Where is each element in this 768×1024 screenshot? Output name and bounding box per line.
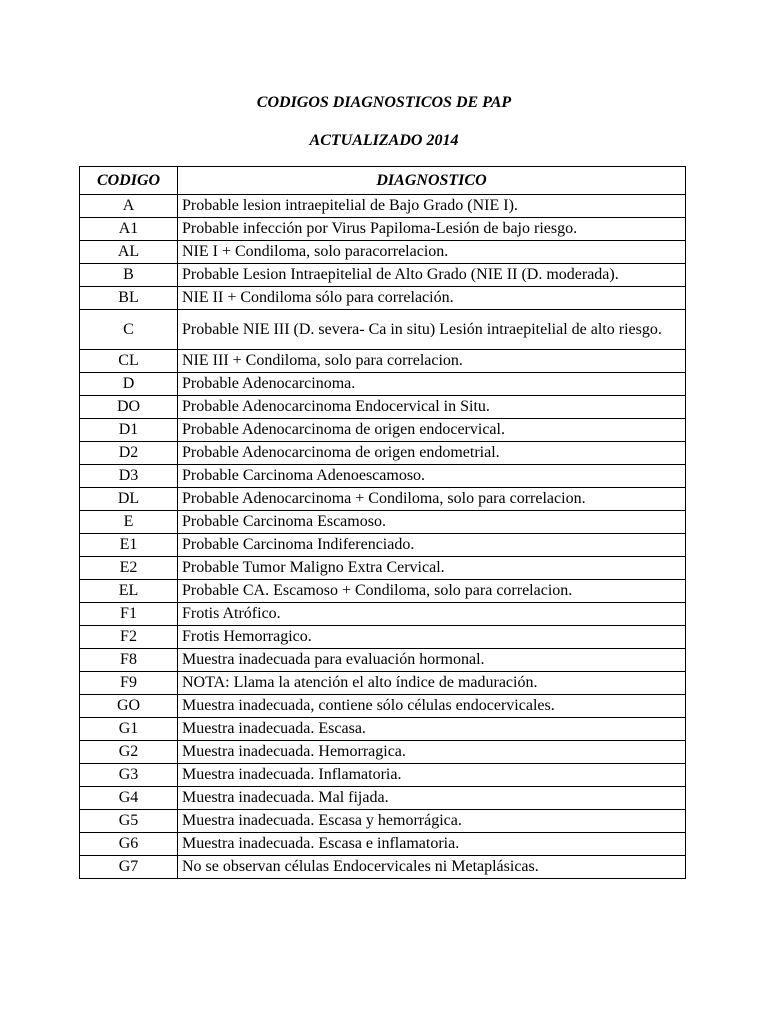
row-code: E2 [80, 557, 178, 580]
table-row [80, 718, 686, 741]
row-diagnosis: Frotis Atrófico. [178, 603, 686, 626]
table-row [80, 442, 686, 465]
row-code: G5 [80, 810, 178, 833]
row-code: CL [80, 350, 178, 373]
table-row [80, 218, 686, 241]
document-title: CODIGOS DIAGNOSTICOS DE PAP [256, 94, 512, 111]
row-code: F2 [80, 626, 178, 649]
row-diagnosis: NOTA: Llama la atención el alto índice de maduración. [178, 672, 686, 695]
table-row [80, 856, 686, 879]
row-code: DO [80, 396, 178, 419]
row-diagnosis: Probable infección por Virus Papiloma-Lesión de bajo riesgo. [178, 218, 686, 241]
row-diagnosis: Probable Adenocarcinoma Endocervical in Situ. [178, 396, 686, 419]
table-row [80, 350, 686, 373]
row-code: D2 [80, 442, 178, 465]
row-diagnosis: Probable Carcinoma Adenoescamoso. [178, 465, 686, 488]
table-row [80, 695, 686, 718]
row-diagnosis: Probable NIE III (D. severa- Ca in situ) Lesión intraepitelial de alto riesgo. [178, 310, 686, 350]
table-row [80, 626, 686, 649]
table-row [80, 534, 686, 557]
table-row [80, 557, 686, 580]
row-diagnosis: Muestra inadecuada, contiene sólo células endocervicales. [178, 695, 686, 718]
table-row [80, 419, 686, 442]
row-diagnosis: Muestra inadecuada para evaluación hormonal. [178, 649, 686, 672]
table-row [80, 195, 686, 218]
table-row [80, 488, 686, 511]
table-row [80, 741, 686, 764]
table-row [80, 264, 686, 287]
table-row [80, 465, 686, 488]
row-diagnosis: Muestra inadecuada. Escasa. [178, 718, 686, 741]
row-diagnosis: Muestra inadecuada. Hemorragica. [178, 741, 686, 764]
diagnostic-codes-table [79, 166, 686, 879]
table-row [80, 833, 686, 856]
row-code: G4 [80, 787, 178, 810]
row-code: G2 [80, 741, 178, 764]
table-row [80, 580, 686, 603]
row-diagnosis: Probable Adenocarcinoma + Condiloma, solo para correlacion. [178, 488, 686, 511]
table-row [80, 649, 686, 672]
row-code: AL [80, 241, 178, 264]
row-code: A [80, 195, 178, 218]
row-diagnosis: NIE I + Condiloma, solo paracorrelacion. [178, 241, 686, 264]
row-diagnosis: No se observan células Endocervicales ni Metaplásicas. [178, 856, 686, 879]
row-code: C [80, 310, 178, 350]
table-row [80, 396, 686, 419]
table-body [80, 195, 686, 879]
row-diagnosis: Muestra inadecuada. Escasa e inflamatoria. [178, 833, 686, 856]
table-header-row [80, 167, 686, 195]
row-code: D1 [80, 419, 178, 442]
table-row [80, 287, 686, 310]
row-code: E1 [80, 534, 178, 557]
row-diagnosis: Probable Adenocarcinoma de origen endometrial. [178, 442, 686, 465]
row-code: B [80, 264, 178, 287]
row-code: E [80, 511, 178, 534]
document-subtitle: ACTUALIZADO 2014 [309, 132, 459, 149]
row-diagnosis: NIE II + Condiloma sólo para correlación. [178, 287, 686, 310]
row-diagnosis: Probable Lesion Intraepitelial de Alto Grado (NIE II (D. moderada). [178, 264, 686, 287]
table-row [80, 310, 686, 350]
row-diagnosis: Probable Tumor Maligno Extra Cervical. [178, 557, 686, 580]
row-diagnosis: Probable Carcinoma Indiferenciado. [178, 534, 686, 557]
table-row [80, 373, 686, 396]
table-row [80, 603, 686, 626]
row-diagnosis: Muestra inadecuada. Inflamatoria. [178, 764, 686, 787]
row-code: F1 [80, 603, 178, 626]
row-code: A1 [80, 218, 178, 241]
row-code: G6 [80, 833, 178, 856]
row-code: EL [80, 580, 178, 603]
header-diagnosis: DIAGNOSTICO [178, 167, 686, 195]
table-row [80, 764, 686, 787]
row-diagnosis: NIE III + Condiloma, solo para correlacion. [178, 350, 686, 373]
row-diagnosis: Probable Adenocarcinoma de origen endocervical. [178, 419, 686, 442]
row-code: G3 [80, 764, 178, 787]
table-row [80, 810, 686, 833]
row-code: BL [80, 287, 178, 310]
row-diagnosis: Probable lesion intraepitelial de Bajo Grado (NIE I). [178, 195, 686, 218]
row-diagnosis: Probable Adenocarcinoma. [178, 373, 686, 396]
row-code: F8 [80, 649, 178, 672]
row-code: D3 [80, 465, 178, 488]
row-code: GO [80, 695, 178, 718]
table-row [80, 787, 686, 810]
header-code: CODIGO [80, 167, 178, 195]
row-code: D [80, 373, 178, 396]
row-diagnosis: Probable Carcinoma Escamoso. [178, 511, 686, 534]
row-code: G7 [80, 856, 178, 879]
row-diagnosis: Muestra inadecuada. Mal fijada. [178, 787, 686, 810]
row-code: DL [80, 488, 178, 511]
row-code: G1 [80, 718, 178, 741]
row-diagnosis: Probable CA. Escamoso + Condiloma, solo para correlacion. [178, 580, 686, 603]
row-code: F9 [80, 672, 178, 695]
row-diagnosis: Muestra inadecuada. Escasa y hemorrágica. [178, 810, 686, 833]
table-row [80, 241, 686, 264]
table-row [80, 672, 686, 695]
table-row [80, 511, 686, 534]
row-diagnosis: Frotis Hemorragico. [178, 626, 686, 649]
